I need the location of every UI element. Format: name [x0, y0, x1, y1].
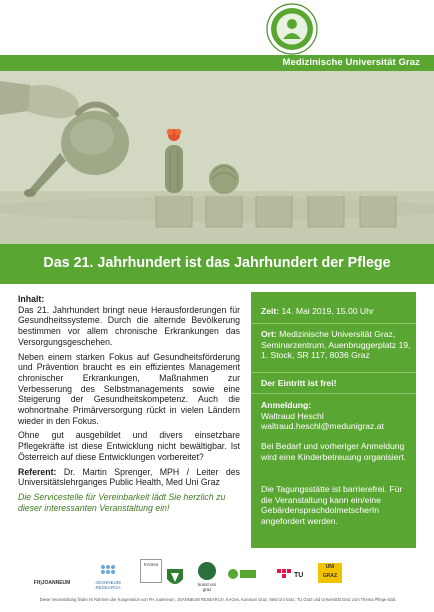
kages-logo: KAGes: [140, 559, 162, 583]
info-panel: [251, 292, 416, 548]
content-paragraph-1: Das 21. Jahrhundert bringt neue Herausforderungen für Gesundheitssysteme. Durch die alternde Bevölkerung bestimmen vor allem chronische Erkrankungen das Versorgungsgeschehen.: [18, 304, 240, 347]
content-paragraph-2: Neben einem starken Fokus auf Gesundheitsförderung und Prävention braucht es ein effizientes Management chronischer Erkrankungen, Maßnahmen zur Verbesserung des Selbstmanagements sowie eine Steigerung der Gesundheitskompetenz. Auch die wohnortnahe Primärversorgung rückt in vielen Ländern wieder in den Fokus.: [18, 351, 240, 426]
place-value: Medizinische Universität Graz, Seminarzentrum, Auenbruggerplatz 19, 1. Stock, SR 117, 8036 Graz: [261, 329, 411, 361]
closing-invitation: Die Servicestelle für Vereinbarkeit lädt Sie herzlich zu dieser interessanten Veranstaltung ein!: [18, 491, 226, 513]
tu-graz-logo: [276, 567, 310, 582]
university-name: Medizinische Universität Graz: [282, 57, 420, 68]
svg-text:TU: TU: [294, 572, 304, 579]
registration-name: Waltraud Heschl: [261, 410, 324, 421]
hero-image: [0, 71, 434, 244]
divider: [251, 393, 416, 394]
free-entry: Der Eintritt ist frei!: [261, 378, 337, 388]
event-title: Das 21. Jahrhundert ist das Jahrhundert der Pflege: [43, 255, 391, 271]
time-value: 14. Mai 2019, 15.00 Uhr: [281, 306, 374, 316]
divider: [251, 323, 416, 324]
accessibility-note: Die Tagungsstätte ist barrierefrei. Für die Veranstaltung kann ein/eine GebärdensprachdolmetscherIn angefordert werden.: [261, 484, 403, 526]
content-heading: Inhalt:: [18, 294, 45, 304]
title-band: [0, 244, 434, 284]
joanneum-research-logo: JOANNEUM RESEARCH: [86, 563, 130, 590]
fh-joanneum-logo: FH|JOANNEUM: [33, 580, 71, 586]
divider: [251, 372, 416, 373]
place-block: [261, 329, 411, 361]
med-uni-graz-logo: [226, 567, 258, 582]
registration-email-link[interactable]: waltraud.heschl@medunigraz.at: [261, 421, 384, 432]
land-steiermark-logo: [164, 567, 186, 590]
time-label: Zeit:: [261, 306, 280, 316]
footer-note: Diese Veranstaltung findet im Rahmen der Kooperation von FH Joanneum, JOANNEUM RESEARCH, KAGes, Kunstuni Graz, Med Uni Graz, TU Graz und Universität Graz zum Thema Pflege statt.: [39, 597, 397, 602]
content-paragraph-3: Ohne gut ausgebildet und divers einsetzbare Pflegekräfte ist diese Entwicklung nicht bewältigbar. Ist Österreich auf diese Entwicklungen vorbereitet?: [18, 430, 240, 462]
registration-block: [261, 400, 411, 432]
time-block: [261, 306, 411, 317]
uni-graz-logo: UNI GRAZ: [318, 563, 342, 583]
speaker-label: Referent:: [18, 466, 57, 477]
header-band: [0, 0, 434, 55]
content-column: [18, 294, 240, 517]
partner-logos: [0, 559, 434, 593]
childcare-note: Bei Bedarf und vorheriger Anmeldung wird eine Kinderbetreuung organisiert.: [261, 441, 407, 462]
kunstuni-graz-logo: kunst uni graz: [196, 561, 218, 592]
place-label: Ort:: [261, 329, 277, 339]
university-seal-logo: [266, 3, 318, 55]
speaker-name: Dr. Martin Sprenger, MPH / Leiter des Universitätslehrganges Public Health, Med Uni Graz: [18, 466, 240, 488]
registration-label: Anmeldung:: [261, 400, 312, 410]
